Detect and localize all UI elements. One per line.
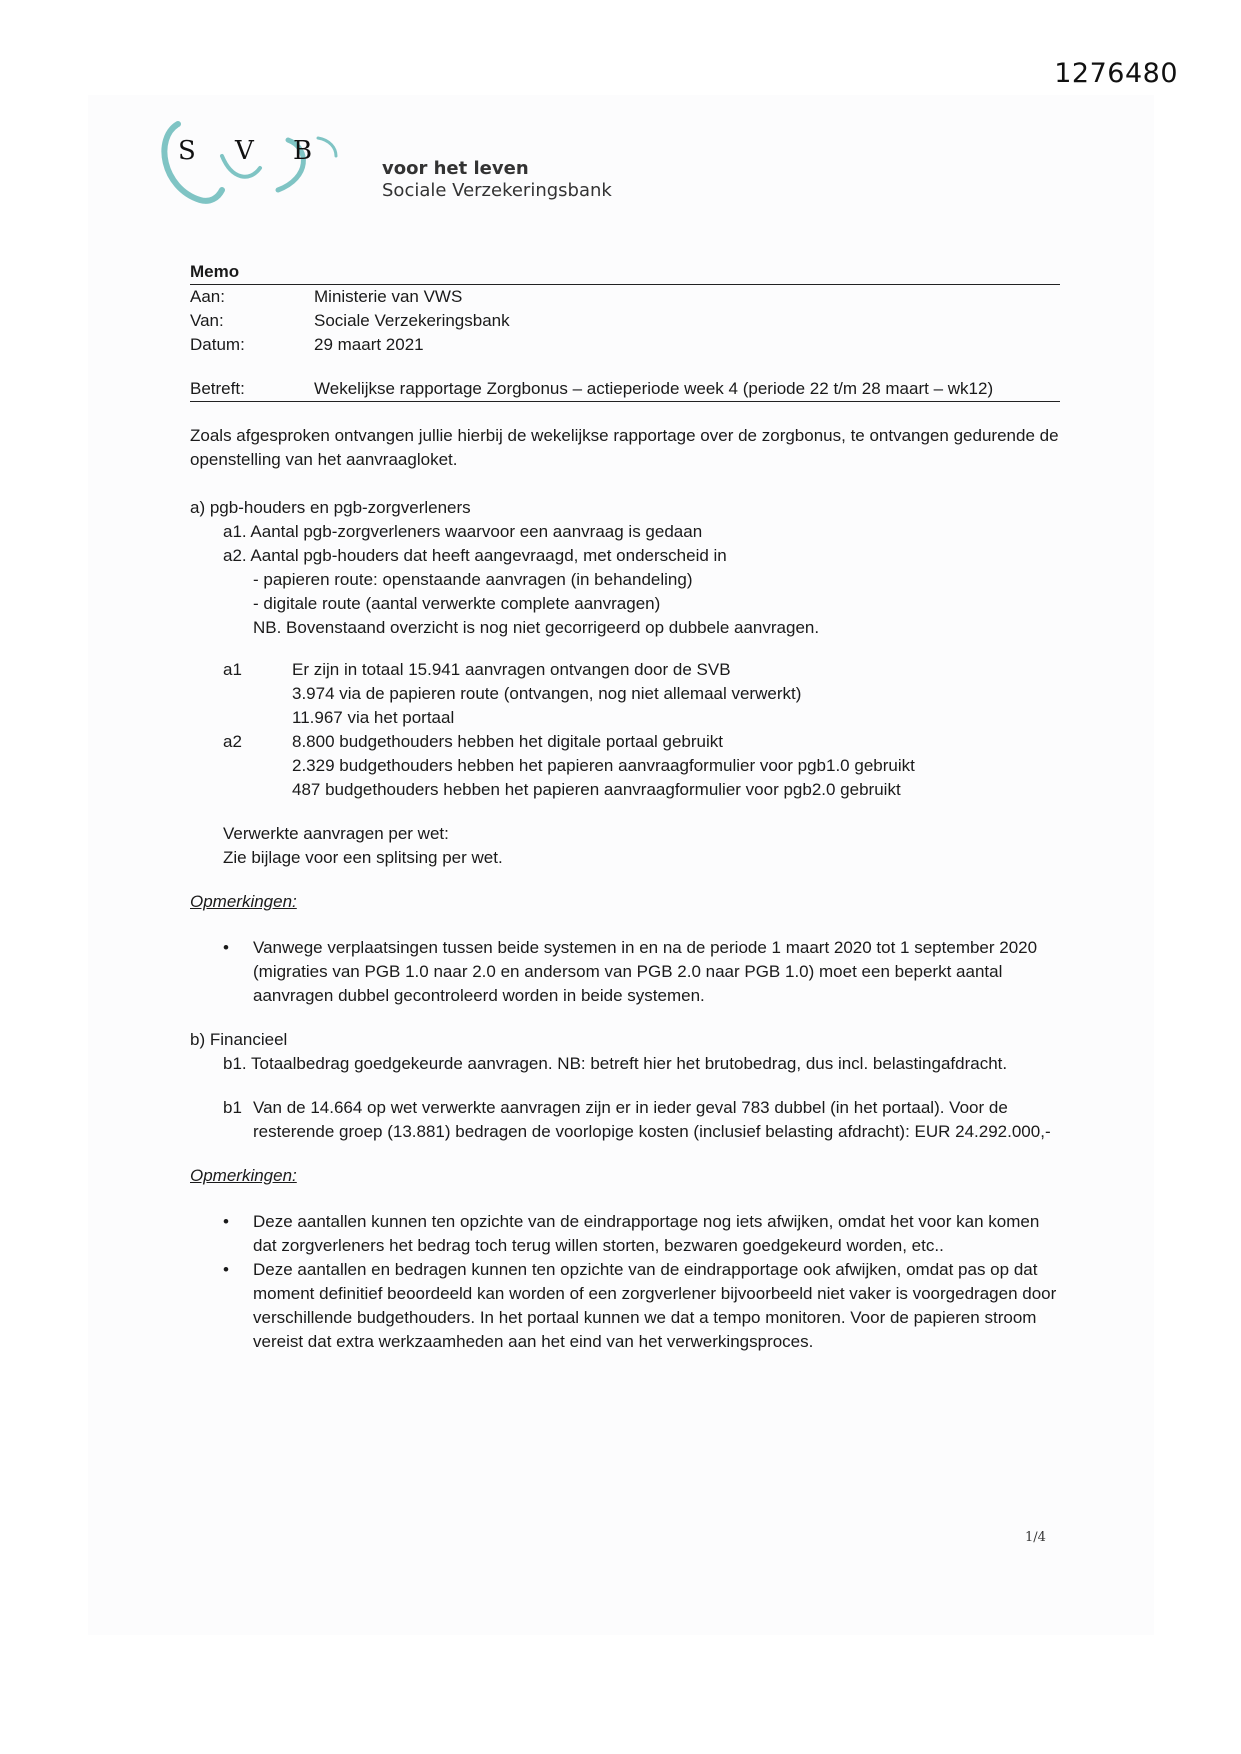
a2-result-row [190,730,1060,802]
logo-letter-s: S [178,136,196,166]
a1-key: a1 [223,660,242,679]
b1-definition: b1. Totaalbedrag goedgekeurde aanvragen. NB: betreft hier het brutobedrag, dus incl. belastingafdracht. [223,1054,1008,1073]
per-wet-note: Zie bijlage voor een splitsing per wet. [223,848,503,867]
bullet-icon: • [223,1212,229,1231]
header-row-van [190,309,1060,333]
a2-key: a2 [223,732,242,751]
logo-arcs [160,118,380,218]
aan-label: Aan: [190,287,225,306]
betreft-value: Wekelijkse rapportage Zorgbonus – actieperiode week 4 (periode 22 t/m 28 maart – wk12) [314,379,994,398]
a1-result-lines [292,658,1060,730]
section-a-remark [190,936,1060,1008]
section-b-heading: b) Financieel [190,1030,288,1049]
b1-result-text: Van de 14.664 op wet verwerkte aanvragen zijn er in ieder geval 783 dubbel (in het portaal). Voor de resterende groep (13.881) bedragen de voorlopige kosten (inclusief belasting afdracht): EUR 24.292.000,- [253,1098,1051,1141]
van-label: Van: [190,311,224,330]
page-number: 1/4 [1025,1530,1046,1545]
a2-line: 487 budgethouders hebben het papieren aanvraagformulier voor pgb2.0 gebruikt [292,780,901,799]
datum-label: Datum: [190,335,245,354]
memo-content [190,260,1060,1354]
b1-result-row [190,1096,1060,1144]
datum-value: 29 maart 2021 [314,335,424,354]
logo-letter-b: B [293,136,313,166]
betreft-label: Betreft: [190,379,245,398]
section-b-remark [190,1210,1060,1258]
svb-logo [160,118,610,218]
remark-text: Vanwege verplaatsingen tussen beide systemen in en na de periode 1 maart 2020 tot 1 september 2020 (migraties van PGB 1.0 naar 2.0 en andersom van PGB 2.0 naar PGB 1.0) moet een beperkt aantal aanvragen dubbel gecontroleerd worden in beide systemen. [253,938,1038,1005]
a2-sub-digital: - digitale route (aantal verwerkte complete aanvragen) [253,594,661,613]
remark-text: Deze aantallen kunnen ten opzichte van de eindrapportage nog iets afwijken, omdat het voor kan komen dat zorgverleners het bedrag toch terug willen storten, bezwaren goedgekeurd worden, etc.. [253,1212,1040,1255]
section-a-remarks-heading: Opmerkingen: [190,892,297,911]
a2-line: 2.329 budgethouders hebben het papieren aanvraagformulier voor pgb1.0 gebruikt [292,756,915,775]
a1-line: 11.967 via het portaal [292,708,455,727]
a-note: NB. Bovenstaand overzicht is nog niet gecorrigeerd op dubbele aanvragen. [253,618,820,637]
bullet-icon: • [223,938,229,957]
section-b-remarks-heading: Opmerkingen: [190,1166,297,1185]
logo-organization-name: Sociale Verzekeringsbank [382,180,612,201]
header-row-aan [190,285,1060,309]
remark-text: Deze aantallen en bedragen kunnen ten opzichte van de eindrapportage ook afwijken, omdat pas op dat moment definitief beoordeeld kan worden of een zorgverlener bijvoorbeeld niet vaker is voorgedragen door verschillende budgethouders. In het portaal kunnen we dat a tempo monitoren. Voor de papieren stroom vereist dat extra werkzaamheden aan het eind van het verwerkingsproces. [253,1260,1057,1351]
bullet-icon: • [223,1260,229,1279]
header-row-betreft [190,377,1060,401]
memo-title: Memo [190,262,240,281]
a1-result-row [190,658,1060,730]
a1-definition: a1. Aantal pgb-zorgverleners waarvoor een aanvraag is gedaan [223,522,703,541]
van-value: Sociale Verzekeringsbank [314,311,510,330]
a2-result-lines [292,730,1060,802]
a1-line: Er zijn in totaal 15.941 aanvragen ontvangen door de SVB [292,660,731,679]
a1-line: 3.974 via de papieren route (ontvangen, nog niet allemaal verwerkt) [292,684,802,703]
a2-definition: a2. Aantal pgb-houders dat heeft aangevraagd, met onderscheid in [223,546,727,565]
intro-paragraph: Zoals afgesproken ontvangen jullie hierbij de wekelijkse rapportage over de zorgbonus, te ontvangen gedurende de openstelling van het aanvraagloket. [190,426,1059,469]
per-wet-heading: Verwerkte aanvragen per wet: [223,824,449,843]
document-id: 1276480 [1054,58,1178,89]
aan-value: Ministerie van VWS [314,287,463,306]
section-a-heading: a) pgb-houders en pgb-zorgverleners [190,498,471,517]
b1-definition-row [190,1052,1060,1076]
section-b-remark [190,1258,1060,1354]
logo-tagline: voor het leven [382,158,529,179]
header-row-datum [190,333,1060,357]
logo-letter-v: V [235,136,254,166]
b1-key: b1 [223,1098,242,1117]
a2-line: 8.800 budgethouders hebben het digitale portaal gebruikt [292,732,724,751]
a2-sub-paper: - papieren route: openstaande aanvragen (in behandeling) [253,570,693,589]
